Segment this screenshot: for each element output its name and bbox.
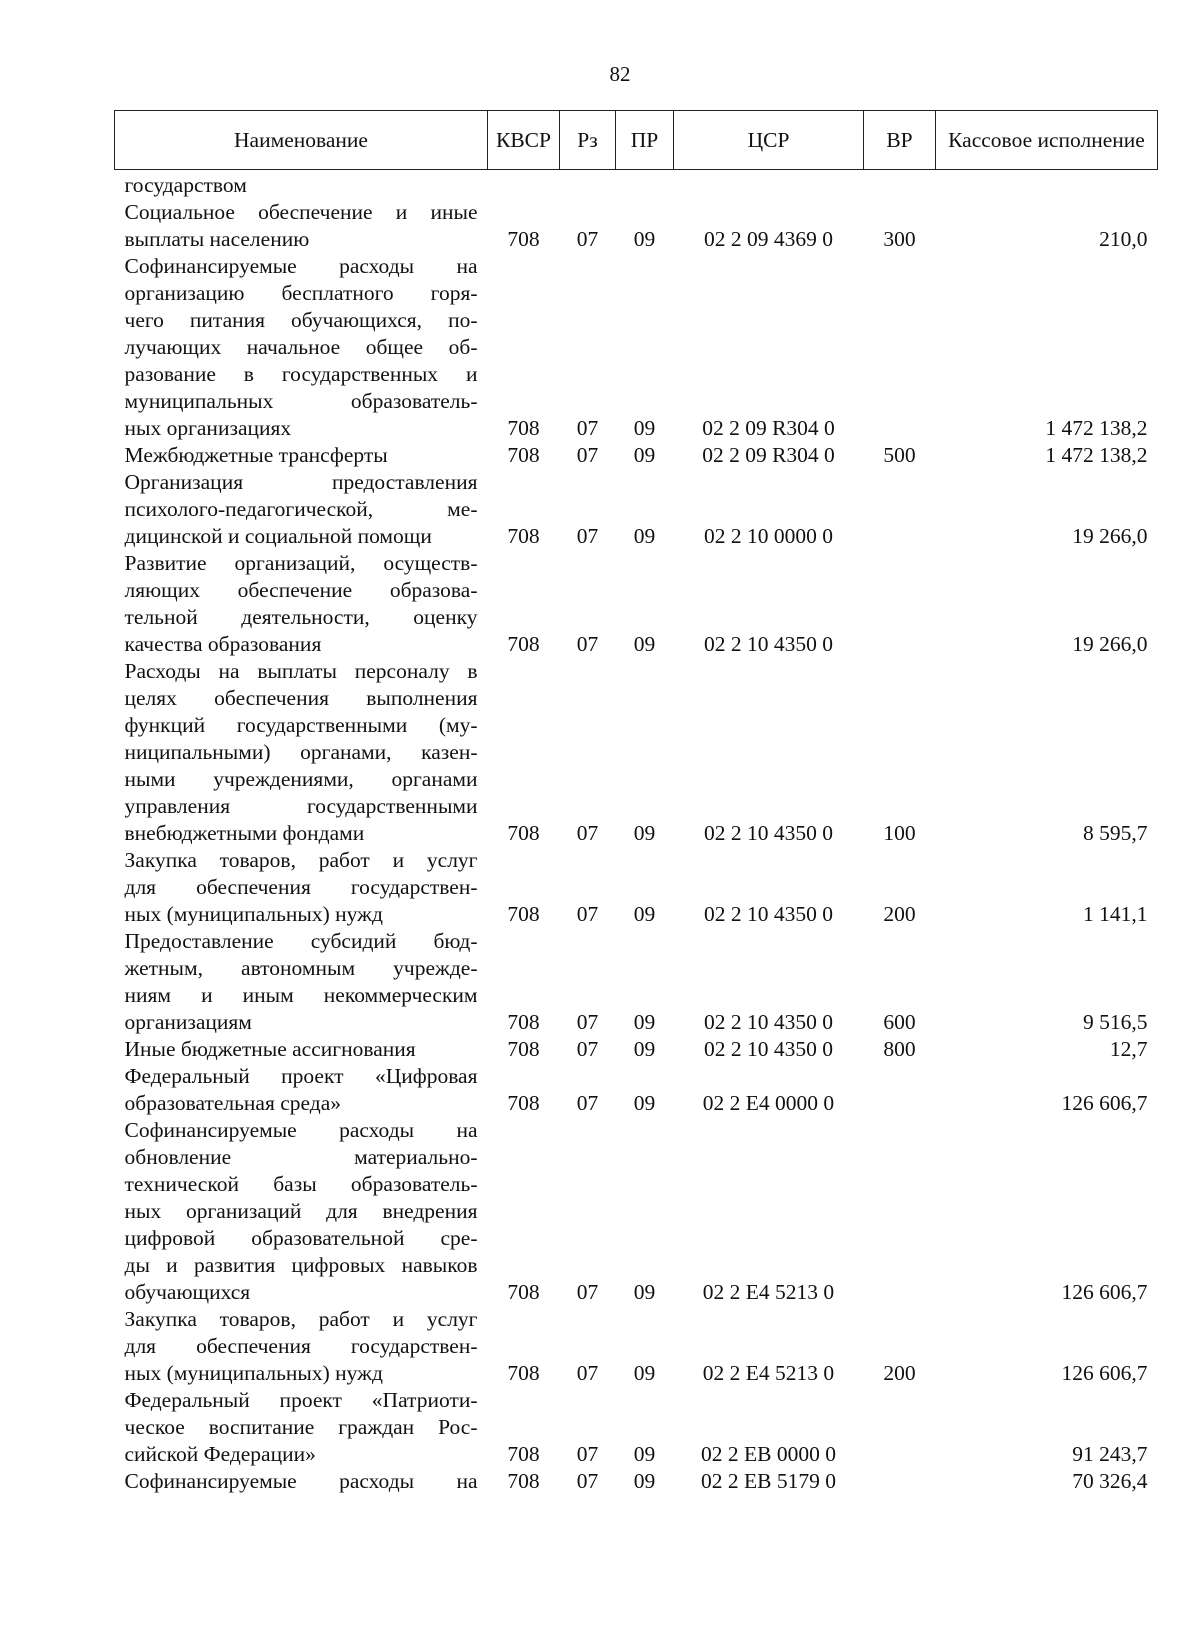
cell-kvsr: 708 — [507, 1091, 540, 1115]
cell-csr: 02 2 EB 5179 0 — [701, 1469, 836, 1493]
cell-csr: 02 2 10 4350 0 — [704, 632, 833, 656]
cell-kvsr: 708 — [507, 1361, 540, 1385]
cell-kvsr: 708 — [507, 416, 540, 440]
cell-csr — [674, 170, 864, 200]
cell-vr: 500 — [883, 443, 916, 467]
cell-rz: 07 — [576, 1469, 599, 1493]
cell-name-line: ды и развития цифровых навыков — [124, 1253, 478, 1277]
cell-pr: 09 — [633, 1280, 656, 1304]
cell-name-line: государством — [124, 173, 247, 197]
cell-name-line: внебюджетными фондами — [124, 821, 365, 845]
cell-kvsr — [488, 170, 560, 200]
page-number: 82 — [609, 62, 631, 86]
cell-name — [115, 253, 488, 442]
cell-rz: 07 — [576, 1361, 599, 1385]
cell-cash-execution: 91 243,7 — [1072, 1442, 1148, 1466]
cell-csr: 02 2 10 4350 0 — [704, 821, 833, 845]
cell-cash-execution: 126 606,7 — [1061, 1361, 1148, 1385]
cell-csr: 02 2 E4 5213 0 — [702, 1280, 835, 1304]
table-row — [115, 928, 1158, 1036]
cell-rz — [560, 170, 616, 200]
cell-name — [115, 550, 488, 658]
table-row — [115, 253, 1158, 442]
cell-pr: 09 — [633, 524, 656, 548]
cell-csr: 02 2 E4 0000 0 — [702, 1091, 835, 1115]
cell-csr: 02 2 10 4350 0 — [704, 1037, 833, 1061]
cell-name-line: для обеспечения государствен- — [124, 875, 478, 899]
cell-pr: 09 — [633, 902, 656, 926]
cell-pr: 09 — [633, 1037, 656, 1061]
cell-name-line: Федеральный проект «Патриоти- — [124, 1388, 478, 1412]
cell-cash-execution — [936, 170, 1158, 200]
cell-csr: 02 2 10 4350 0 — [704, 902, 833, 926]
cell-cash-execution: 126 606,7 — [1061, 1280, 1148, 1304]
cell-name — [115, 1387, 488, 1468]
cell-cash-execution: 1 141,1 — [1083, 902, 1148, 926]
cell-pr: 09 — [633, 1442, 656, 1466]
cell-kvsr: 708 — [507, 1469, 540, 1493]
header-cash-execution: Кассовое исполнение — [936, 111, 1158, 170]
cell-pr: 09 — [633, 1091, 656, 1115]
cell-name-line: организацию бесплатного горя- — [124, 281, 478, 305]
cell-name-line: целях обеспечения выполнения — [124, 686, 478, 710]
cell-kvsr: 708 — [507, 1442, 540, 1466]
cell-kvsr: 708 — [507, 632, 540, 656]
cell-csr: 02 2 10 0000 0 — [704, 524, 833, 548]
cell-pr: 09 — [633, 821, 656, 845]
cell-name — [115, 170, 488, 200]
table-row — [115, 658, 1158, 847]
cell-name — [115, 847, 488, 928]
header-pr: ПР — [616, 111, 674, 170]
cell-name-line: ных (муниципальных) нужд — [124, 1361, 383, 1385]
cell-name-line: управления государственными — [124, 794, 478, 818]
cell-vr — [864, 170, 936, 200]
budget-table — [114, 110, 1158, 1495]
cell-name-line: Закупка товаров, работ и услуг — [124, 848, 478, 872]
table-row — [115, 469, 1158, 550]
cell-cash-execution: 19 266,0 — [1072, 524, 1148, 548]
cell-vr — [864, 1063, 936, 1117]
cell-name-line: Закупка товаров, работ и услуг — [124, 1307, 478, 1331]
table-row — [115, 442, 1158, 469]
cell-name-line: Развитие организаций, осуществ- — [124, 551, 478, 575]
cell-rz: 07 — [576, 1442, 599, 1466]
cell-name-line: лучающих начальное общее об- — [124, 335, 478, 359]
cell-name-line: Расходы на выплаты персоналу в — [124, 659, 478, 683]
cell-name-line: ными учреждениями, органами — [124, 767, 478, 791]
cell-name-line: качества образования — [124, 632, 322, 656]
cell-kvsr: 708 — [507, 821, 540, 845]
cell-rz: 07 — [576, 1010, 599, 1034]
cell-name — [115, 1306, 488, 1387]
cell-csr: 02 2 09 4369 0 — [704, 227, 833, 251]
cell-pr: 09 — [633, 443, 656, 467]
cell-name-line: Иные бюджетные ассигнования — [124, 1037, 416, 1061]
cell-kvsr: 708 — [507, 227, 540, 251]
cell-kvsr: 708 — [507, 902, 540, 926]
table-body — [115, 170, 1158, 1496]
header-rz: Рз — [560, 111, 616, 170]
cell-cash-execution: 9 516,5 — [1083, 1010, 1148, 1034]
cell-name-line: психолого-педагогической, ме- — [124, 497, 478, 521]
cell-pr: 09 — [633, 632, 656, 656]
cell-name-line: дицинской и социальной помощи — [124, 524, 432, 548]
cell-name — [115, 1063, 488, 1117]
cell-name-line: чего питания обучающихся, по- — [124, 308, 478, 332]
table-row — [115, 1036, 1158, 1063]
table-row — [115, 1387, 1158, 1468]
cell-vr: 200 — [883, 902, 916, 926]
cell-name-line: ляющих обеспечение образова- — [124, 578, 478, 602]
cell-cash-execution: 70 326,4 — [1072, 1469, 1148, 1493]
cell-name-line: для обеспечения государствен- — [124, 1334, 478, 1358]
cell-vr: 200 — [883, 1361, 916, 1385]
cell-name-line: Организация предоставления — [124, 470, 478, 494]
cell-pr: 09 — [633, 1469, 656, 1493]
table-row — [115, 199, 1158, 253]
table-row — [115, 1468, 1158, 1495]
cell-name-line: тельной деятельности, оценку — [124, 605, 478, 629]
cell-rz: 07 — [576, 227, 599, 251]
cell-name-line: Предоставление субсидий бюд- — [124, 929, 478, 953]
cell-name-line: цифровой образовательной сре- — [124, 1226, 478, 1250]
cell-vr: 800 — [883, 1037, 916, 1061]
cell-name-line: технической базы образователь- — [124, 1172, 478, 1196]
cell-name-line: ниям и иным некоммерческим — [124, 983, 478, 1007]
table-row — [115, 550, 1158, 658]
cell-name-line: жетным, автономным учрежде- — [124, 956, 478, 980]
cell-rz: 07 — [576, 1037, 599, 1061]
cell-kvsr: 708 — [507, 443, 540, 467]
cell-rz: 07 — [576, 416, 599, 440]
cell-vr — [864, 253, 936, 442]
header-vr: ВР — [864, 111, 936, 170]
cell-csr: 02 2 10 4350 0 — [704, 1010, 833, 1034]
cell-name-line: образовательная среда» — [124, 1091, 342, 1115]
table-row — [115, 1306, 1158, 1387]
cell-name-line: муниципальных образователь- — [124, 389, 478, 413]
cell-csr: 02 2 09 R304 0 — [702, 416, 835, 440]
cell-name-line: обучающихся — [124, 1280, 251, 1304]
cell-pr: 09 — [633, 227, 656, 251]
cell-cash-execution: 126 606,7 — [1061, 1091, 1148, 1115]
cell-vr — [864, 1468, 936, 1495]
cell-vr — [864, 550, 936, 658]
cell-pr: 09 — [633, 416, 656, 440]
cell-name-line: Межбюджетные трансферты — [124, 443, 388, 467]
cell-kvsr: 708 — [507, 1037, 540, 1061]
cell-name — [115, 1117, 488, 1306]
header-name: Наименование — [115, 111, 488, 170]
cell-pr — [616, 170, 674, 200]
cell-name-line: ных (муниципальных) нужд — [124, 902, 383, 926]
cell-pr: 09 — [633, 1361, 656, 1385]
cell-kvsr: 708 — [507, 524, 540, 548]
cell-vr: 300 — [883, 227, 916, 251]
cell-vr — [864, 1117, 936, 1306]
cell-name — [115, 199, 488, 253]
cell-name — [115, 469, 488, 550]
cell-cash-execution: 1 472 138,2 — [1045, 416, 1148, 440]
cell-name-line: обновление материально- — [124, 1145, 478, 1169]
cell-name-line: Софинансируемые расходы на — [124, 1469, 478, 1493]
cell-name-line: организациям — [124, 1010, 252, 1034]
header-kvsr: КВСР — [488, 111, 560, 170]
cell-name-line: разование в государственных и — [124, 362, 478, 386]
cell-name-line: Федеральный проект «Цифровая — [124, 1064, 478, 1088]
table-row — [115, 847, 1158, 928]
table-row — [115, 1063, 1158, 1117]
cell-csr: 02 2 EB 0000 0 — [701, 1442, 836, 1466]
table-row — [115, 170, 1158, 200]
cell-rz: 07 — [576, 632, 599, 656]
cell-name-line: ниципальными) органами, казен- — [124, 740, 478, 764]
cell-rz: 07 — [576, 443, 599, 467]
cell-name-line: Софинансируемые расходы на — [124, 1118, 478, 1142]
cell-kvsr: 708 — [507, 1280, 540, 1304]
cell-name — [115, 442, 488, 469]
cell-rz: 07 — [576, 821, 599, 845]
cell-name-line: Софинансируемые расходы на — [124, 254, 478, 278]
cell-csr: 02 2 09 R304 0 — [702, 443, 835, 467]
cell-name — [115, 658, 488, 847]
cell-vr — [864, 469, 936, 550]
cell-name — [115, 1036, 488, 1063]
cell-name-line: выплаты населению — [124, 227, 310, 251]
cell-rz: 07 — [576, 1091, 599, 1115]
cell-name-line: ных организациях — [124, 416, 292, 440]
cell-rz: 07 — [576, 902, 599, 926]
cell-rz: 07 — [576, 1280, 599, 1304]
cell-cash-execution: 8 595,7 — [1083, 821, 1148, 845]
cell-cash-execution: 19 266,0 — [1072, 632, 1148, 656]
cell-csr: 02 2 E4 5213 0 — [702, 1361, 835, 1385]
cell-name-line: Социальное обеспечение и иные — [124, 200, 478, 224]
cell-cash-execution: 1 472 138,2 — [1045, 443, 1148, 467]
cell-rz: 07 — [576, 524, 599, 548]
cell-name — [115, 1468, 488, 1495]
cell-name-line: ных организаций для внедрения — [124, 1199, 478, 1223]
cell-cash-execution: 210,0 — [1099, 227, 1148, 251]
cell-pr: 09 — [633, 1010, 656, 1034]
header-csr: ЦСР — [674, 111, 864, 170]
cell-vr: 600 — [883, 1010, 916, 1034]
cell-cash-execution: 12,7 — [1109, 1037, 1148, 1061]
cell-name — [115, 928, 488, 1036]
table-row — [115, 1117, 1158, 1306]
cell-kvsr: 708 — [507, 1010, 540, 1034]
cell-name-line: функций государственными (му- — [124, 713, 478, 737]
cell-vr: 100 — [883, 821, 916, 845]
cell-name-line: ческое воспитание граждан Рос- — [124, 1415, 478, 1439]
table-header-row — [115, 111, 1158, 170]
cell-name-line: сийской Федерации» — [124, 1442, 316, 1466]
cell-vr — [864, 1387, 936, 1468]
